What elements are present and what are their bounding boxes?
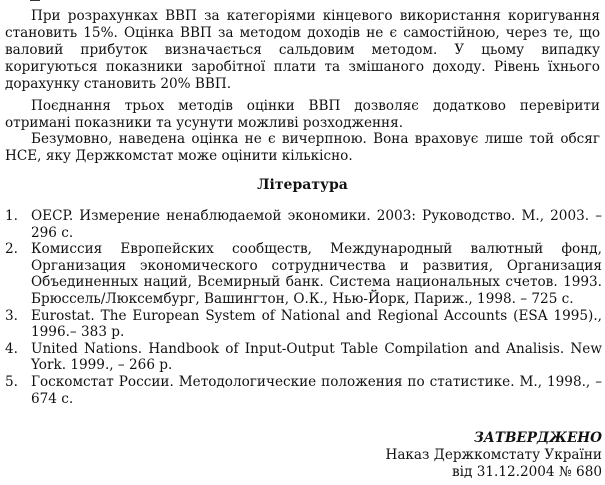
literature-item-number: 1. — [5, 208, 18, 224]
paragraph-assessment-limits: Безумовно, наведена оцінка не є вичерпною. Вона враховує лише той обсяг НСЕ, яку Держкомстат може оцінити кількісно. — [5, 131, 600, 164]
approval-title: ЗАТВЕРДЖЕНО — [473, 430, 602, 446]
literature-item-number: 3. — [5, 307, 18, 324]
page-top-mark — [30, 0, 40, 1]
approval-order-date: від 31.12.2004 № 680 — [452, 464, 602, 480]
literature-item-text: OECP. Измерение ненаблюдаемой экономики. 2003: Руководство. М., 2003. – 296 с. — [31, 208, 602, 241]
literature-item-text: Комиссия Европейских сообществ, Международный валютный фонд, Организация экономического сотрудничества и развития, Организация Объединенных наций, Всемирный банк. Система национальных счетов. 1993. Брюссель/Люксембург, Вашингтон, О.К., Нью-Йорк, Париж., 1998. – 725 с. — [31, 241, 602, 307]
approval-order-name: Наказ Держкомстату України — [385, 447, 602, 463]
literature-item — [5, 341, 602, 374]
literature-list — [5, 208, 602, 407]
literature-item-text: Госкомстат России. Методологические положения по статистике. М., 1998., – 674 с. — [31, 373, 602, 407]
literature-item — [5, 208, 602, 241]
literature-item-number: 4. — [5, 340, 18, 357]
literature-item — [5, 308, 602, 341]
literature-item — [5, 374, 602, 407]
literature-heading: Література — [257, 177, 348, 193]
literature-item-text: Eurostat. The European System of National and Regional Accounts (ESA 1995)., 1996.– 383 р. — [31, 307, 602, 341]
literature-item-number: 5. — [5, 373, 18, 390]
approval-stamp — [385, 430, 602, 481]
paragraph-three-methods: Поєднання трьох методів оцінки ВВП дозволяє додатково перевірити отримані показники та усунути можливі розходження. — [5, 98, 600, 131]
literature-item-text: United Nations. Handbook of Input-Output Table Compilation and Analisis. New York. 1999., – 266 р. — [31, 340, 602, 374]
literature-item — [5, 241, 602, 307]
paragraph-gdp-adjustment: При розрахунках ВВП за категоріями кінцевого використання коригування становить 15%. Оцінка ВВП за методом доходів не є самостійною, через те, що валовий прибуток визначається сальдовим методом. У цьому випадку коригуються показники заробітної плати та змішаного доходу. Рівень їхнього дорахунку становить 20% ВВП. — [5, 8, 600, 92]
literature-item-number: 2. — [5, 241, 18, 258]
